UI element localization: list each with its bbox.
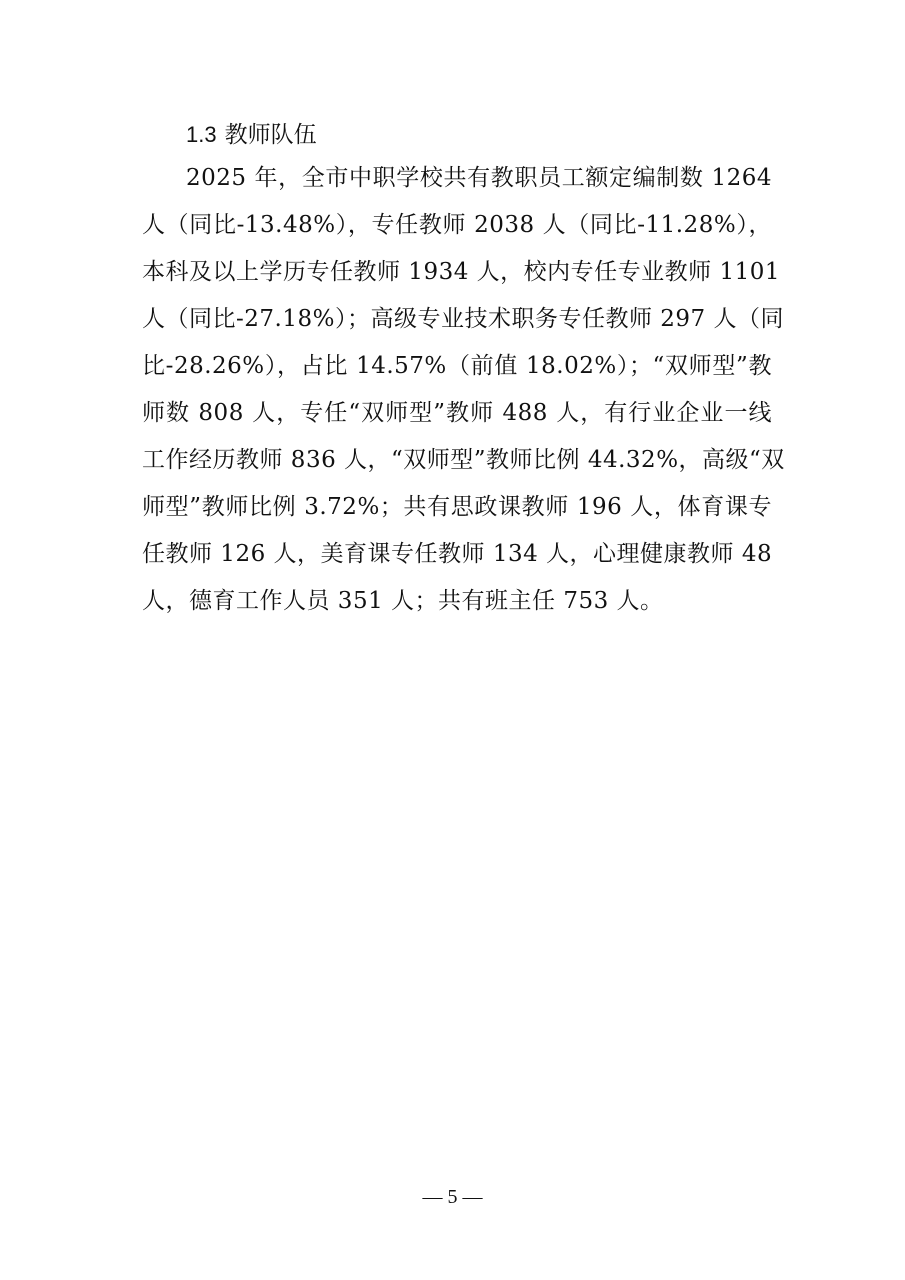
paragraph-line: 任教师 126 人，美育课专任教师 134 人，心理健康教师 48 <box>142 541 773 567</box>
paragraph-line: 工作经历教师 836 人，“双师型”教师比例 44.32%，高级“双 <box>142 447 785 473</box>
paragraph-line: 师型”教师比例 3.72%；共有思政课教师 196 人，体育课专 <box>142 494 772 520</box>
paragraph-line: 比-28.26%），占比 14.57%（前值 18.02%）；“双师型”教 <box>142 353 772 379</box>
section-heading <box>186 118 317 152</box>
paragraph-line: 本科及以上学历专任教师 1934 人，校内专任专业教师 1101 <box>142 259 780 285</box>
paragraph-line: 2025 年，全市中职学校共有教职员工额定编制数 1264 <box>186 165 772 191</box>
paragraph-line: 人（同比-13.48%），专任教师 2038 人（同比-11.28%）， <box>142 212 772 238</box>
paragraph-line: 师数 808 人，专任“双师型”教师 488 人，有行业企业一线 <box>142 400 772 426</box>
section-number: 1.3 <box>186 122 217 147</box>
paragraph-line: 人，德育工作人员 351 人；共有班主任 753 人。 <box>142 588 664 614</box>
page-number: — 5 — <box>422 1186 483 1208</box>
section-title: 教师队伍 <box>224 122 317 148</box>
paragraph-line: 人（同比-27.18%）；高级专业技术职务专任教师 297 人（同 <box>142 306 784 332</box>
